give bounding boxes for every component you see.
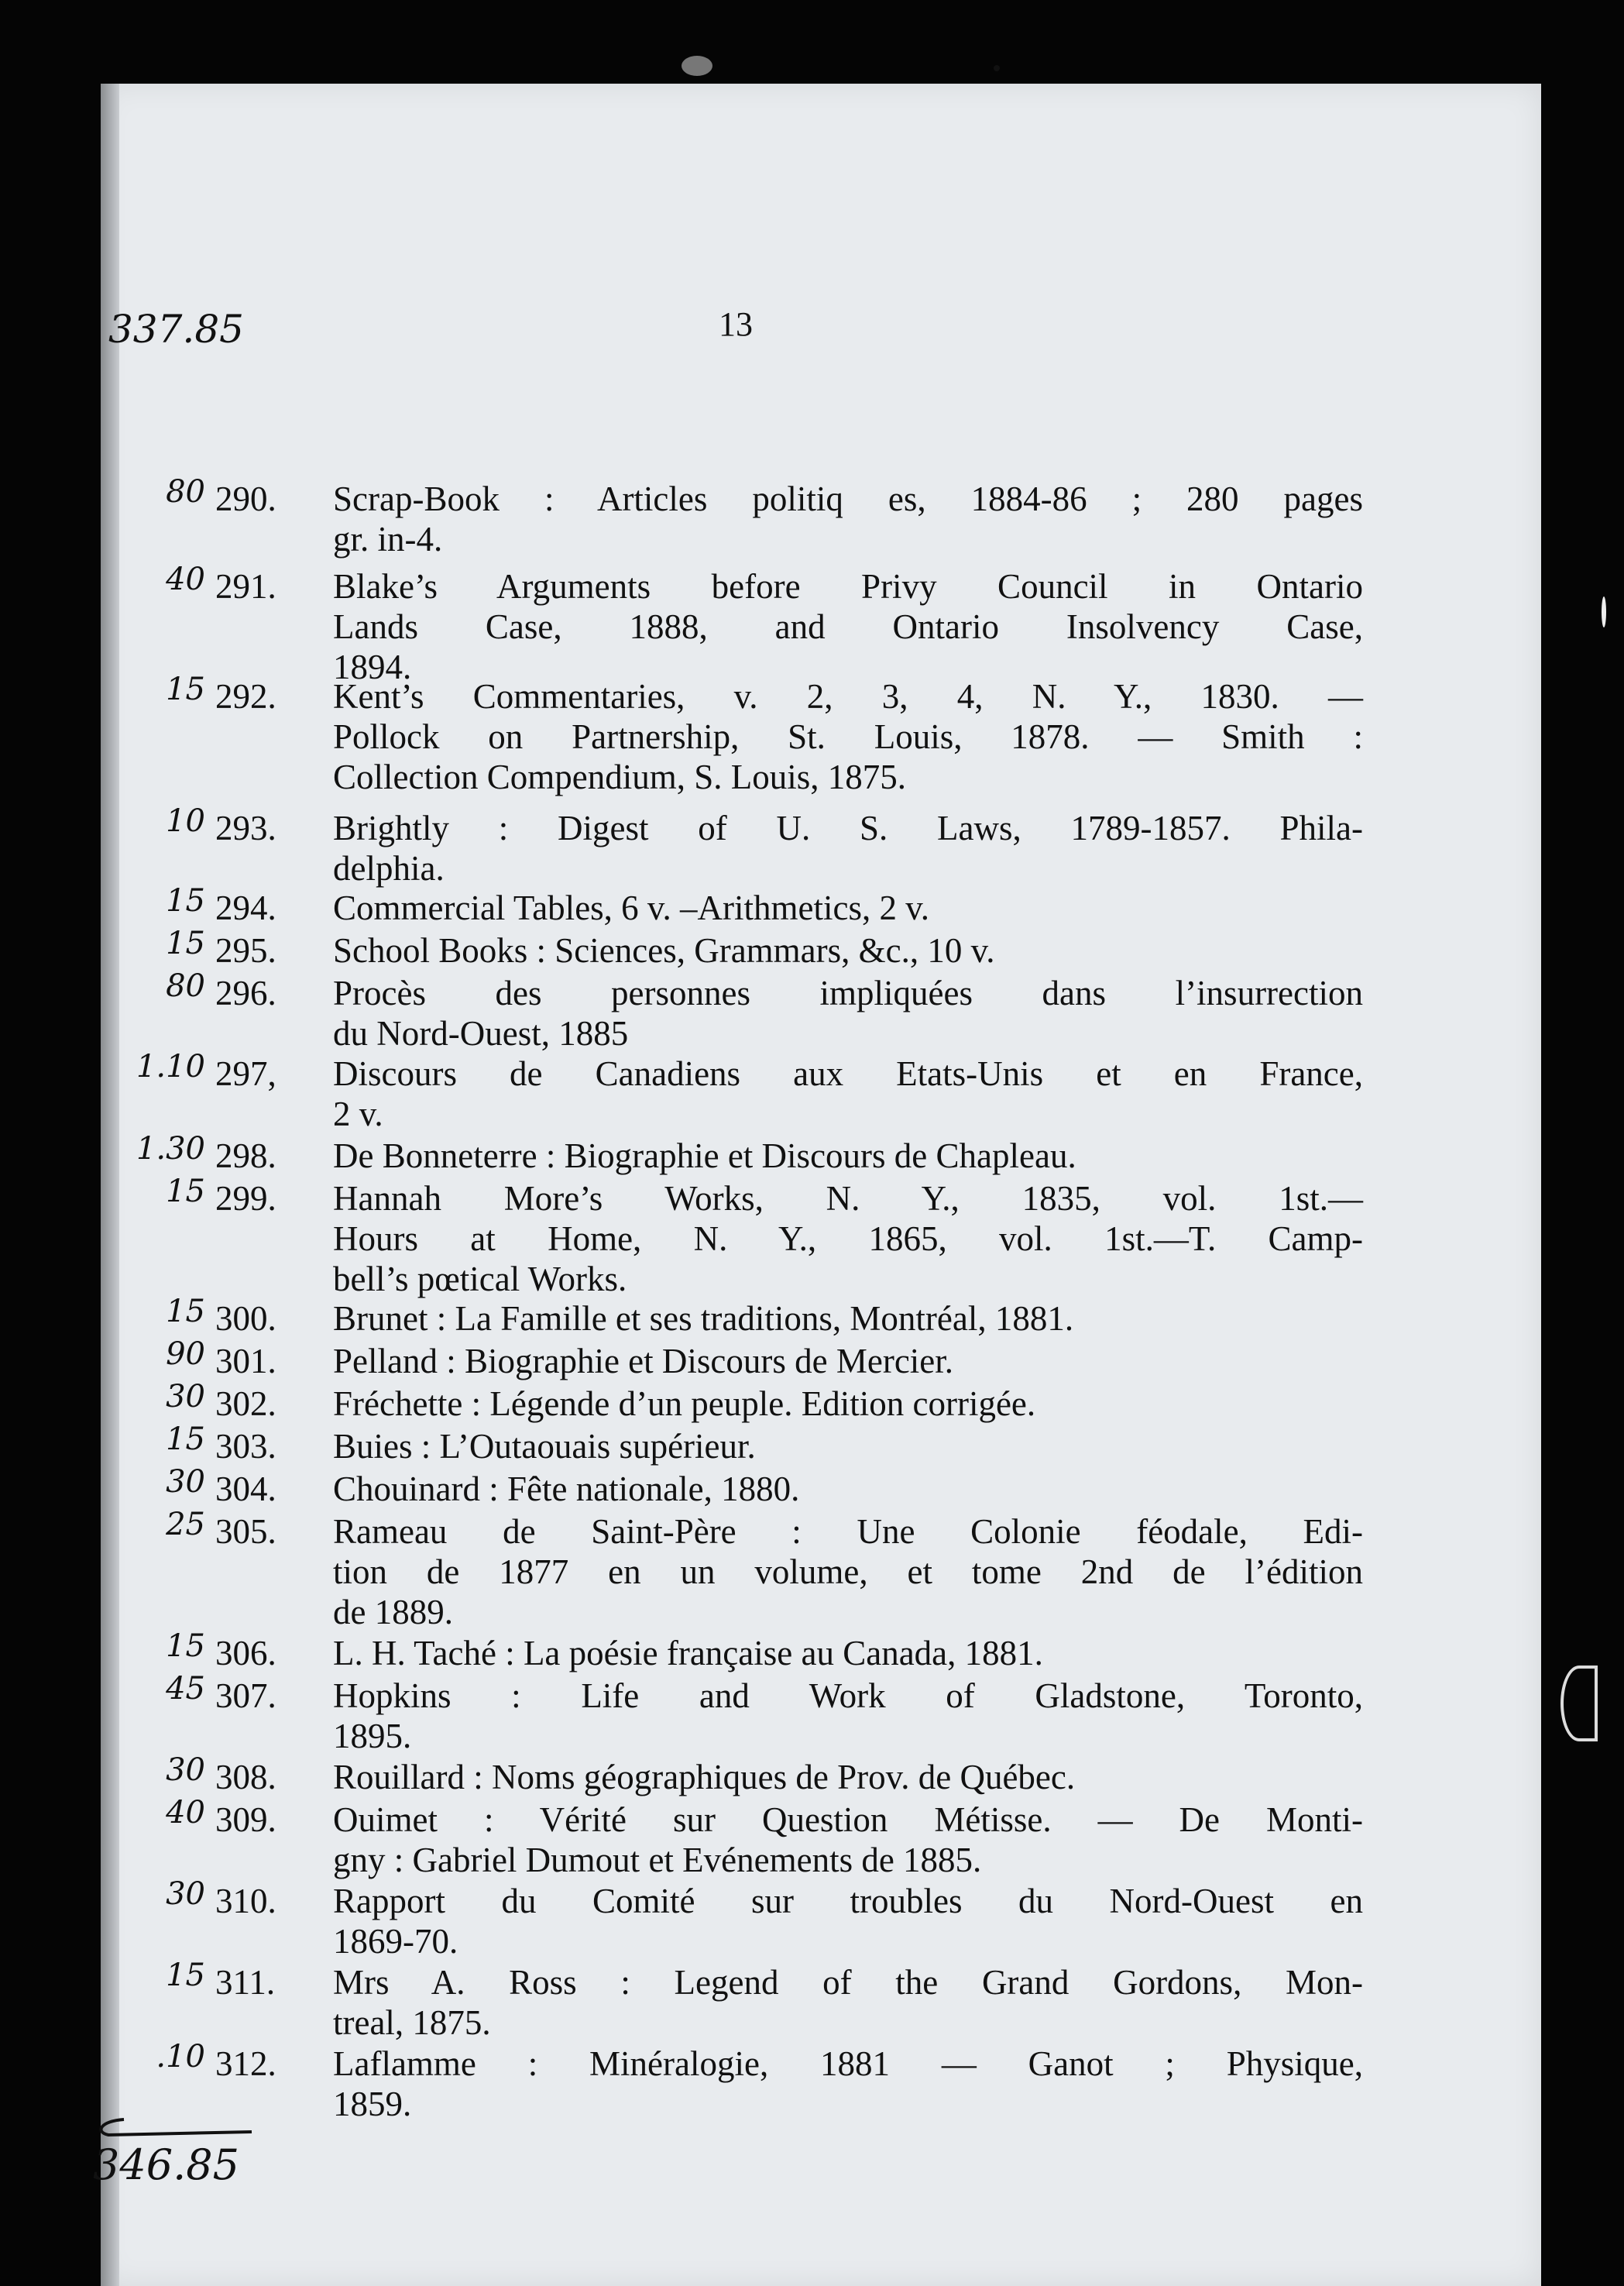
entry-text: [333, 1136, 1363, 1176]
entry-text: [333, 1426, 1363, 1466]
entry-text: [333, 1178, 1363, 1299]
entry-number: 292.: [215, 677, 276, 716]
entry-line: Fréchette : Légende d’un peuple. Edition corrigée.: [333, 1384, 1036, 1423]
entry-line: Brunet : La Famille et ses traditions, Montréal, 1881.: [333, 1299, 1074, 1338]
entry-line: 1859.: [333, 2085, 412, 2123]
entry-line: 2 v.: [333, 1095, 383, 1133]
entry-number: 310.: [215, 1882, 276, 1920]
entry-text: [333, 973, 1363, 1054]
entry-text: [333, 808, 1363, 889]
entry-line: de 1889.: [333, 1593, 453, 1631]
entry-line: 1894.: [333, 648, 412, 686]
scan-speck: [682, 56, 712, 76]
entry-line: tion de 1877 en un volume, et tome 2nd de l’édition: [333, 1552, 1363, 1591]
handwritten-price: 40: [166, 562, 205, 597]
entry-number: 303.: [215, 1427, 276, 1466]
handwritten-price: 30: [166, 1752, 205, 1788]
entry-line: Pollock on Partnership, St. Louis, 1878. — Smith :: [333, 717, 1363, 756]
entry-number: 291.: [215, 567, 276, 606]
entry-line: Chouinard : Fête nationale, 1880.: [333, 1470, 800, 1508]
entry-line: Mrs A. Ross : Legend of the Grand Gordons, Mon-: [333, 1963, 1363, 2002]
entry-line: Rouillard : Noms géographiques de Prov. de Québec.: [333, 1758, 1076, 1796]
entry-line: Hannah More’s Works, N. Y., 1835, vol. 1st.—: [333, 1179, 1363, 1218]
scan-speck: [1602, 596, 1606, 627]
entry-text: [333, 1800, 1363, 1880]
entry-text: [333, 676, 1363, 797]
entry-line: School Books : Sciences, Grammars, &c., 10 v.: [333, 931, 995, 970]
entry-text: [333, 1633, 1363, 1673]
entry-line: Scrap-Book : Articles politiq es, 1884-86 ; 280 pages: [333, 480, 1363, 518]
handwritten-price: 15: [166, 926, 205, 961]
handwritten-price: 30: [166, 1876, 205, 1912]
handwritten-sum-total: 346.85: [93, 2140, 239, 2189]
handwritten-carried-total: 337.85: [108, 307, 244, 352]
handwritten-price: 80: [166, 474, 205, 510]
entry-number: 306.: [215, 1634, 276, 1672]
handwritten-price: 10: [166, 803, 205, 839]
entry-text: [333, 1384, 1363, 1424]
entry-text: [333, 1962, 1363, 2043]
entry-line: du Nord-Ouest, 1885: [333, 1014, 629, 1053]
entry-number: 305.: [215, 1512, 276, 1551]
entry-text: [333, 1881, 1363, 1961]
entry-line: Blake’s Arguments before Privy Council in Ontario: [333, 567, 1363, 606]
entry-line: Laflamme : Minéralogie, 1881 — Ganot ; Physique,: [333, 2044, 1363, 2083]
handwritten-price: .10: [156, 2039, 205, 2075]
entry-text: [333, 1054, 1363, 1134]
entry-text: [333, 1341, 1363, 1381]
entry-line: Hopkins : Life and Work of Gladstone, Toronto,: [333, 1676, 1363, 1715]
entry-line: Collection Compendium, S. Louis, 1875.: [333, 758, 906, 796]
page-number: 13: [719, 305, 753, 343]
entry-text: [333, 1469, 1363, 1509]
entry-line: L. H. Taché : La poésie française au Canada, 1881.: [333, 1634, 1043, 1672]
catalogue-page: [93, 84, 1541, 2286]
entry-text: [333, 566, 1363, 687]
entry-line: 1869-70.: [333, 1922, 458, 1961]
entry-line: delphia.: [333, 849, 445, 888]
handwritten-price: 15: [166, 1294, 205, 1329]
entry-line: Commercial Tables, 6 v. –Arithmetics, 2 v.: [333, 889, 930, 927]
handwritten-price: 15: [166, 1958, 205, 1993]
handwritten-price: 40: [166, 1795, 205, 1831]
entry-line: Hours at Home, N. Y., 1865, vol. 1st.—T. Camp-: [333, 1219, 1363, 1258]
entry-number: 298.: [215, 1136, 276, 1175]
entry-number: 304.: [215, 1470, 276, 1508]
entry-line: Discours de Canadiens aux Etats-Unis et en France,: [333, 1054, 1363, 1093]
entry-text: [333, 1511, 1363, 1632]
handwritten-price: 30: [166, 1464, 205, 1500]
handwritten-price: 1.30: [136, 1131, 205, 1167]
entry-line: bell’s pœtical Works.: [333, 1260, 627, 1298]
entry-line: Lands Case, 1888, and Ontario Insolvency Case,: [333, 607, 1363, 646]
entry-number: 296.: [215, 974, 276, 1012]
entry-line: Rameau de Saint-Père : Une Colonie féodale, Edi-: [333, 1512, 1363, 1551]
entry-number: 293.: [215, 809, 276, 847]
entry-text: [333, 2044, 1363, 2124]
entry-number: 302.: [215, 1384, 276, 1423]
entry-line: gny : Gabriel Dumout et Evénements de 1885.: [333, 1841, 982, 1879]
entry-number: 309.: [215, 1800, 276, 1839]
entry-number: 301.: [215, 1342, 276, 1380]
entry-text: [333, 930, 1363, 971]
handwritten-price: 30: [166, 1379, 205, 1415]
entry-line: 1895.: [333, 1717, 412, 1755]
entry-line: gr. in-4.: [333, 520, 443, 559]
entry-number: 290.: [215, 480, 276, 518]
entry-line: Kent’s Commentaries, v. 2, 3, 4, N. Y., 1830. —: [333, 677, 1363, 716]
entry-number: 294.: [215, 889, 276, 927]
entry-number: 295.: [215, 931, 276, 970]
entry-number: 308.: [215, 1758, 276, 1796]
entry-number: 311.: [215, 1963, 276, 2002]
handwritten-price: 1.10: [136, 1049, 205, 1085]
entry-line: Buies : L’Outaouais supérieur.: [333, 1427, 756, 1466]
entry-text: [333, 1298, 1363, 1339]
entry-line: Ouimet : Vérité sur Question Métisse. — De Monti-: [333, 1800, 1363, 1839]
entry-line: Brightly : Digest of U. S. Laws, 1789-1857. Phila-: [333, 809, 1363, 847]
entry-line: Procès des personnes impliquées dans l’insurrection: [333, 974, 1363, 1012]
entry-number: 312.: [215, 2044, 276, 2083]
entry-line: Pelland : Biographie et Discours de Mercier.: [333, 1342, 954, 1380]
entry-text: [333, 1757, 1363, 1797]
handwritten-price: 15: [166, 672, 205, 707]
handwritten-price: 15: [166, 883, 205, 919]
entry-text: [333, 479, 1363, 559]
entry-number: 307.: [215, 1676, 276, 1715]
handwritten-price: 15: [166, 1628, 205, 1664]
entry-line: De Bonneterre : Biographie et Discours de Chapleau.: [333, 1136, 1076, 1175]
entry-number: 299.: [215, 1179, 276, 1218]
entry-line: Rapport du Comité sur troubles du Nord-Ouest en: [333, 1882, 1363, 1920]
scan-speck: [994, 65, 1000, 71]
entry-number: 297,: [215, 1054, 276, 1093]
scan-speck: [1560, 1666, 1598, 1741]
handwritten-price: 80: [166, 968, 205, 1004]
entry-line: treal, 1875.: [333, 2003, 491, 2042]
entry-text: [333, 1676, 1363, 1756]
handwritten-price: 45: [166, 1671, 205, 1707]
handwritten-price: 15: [166, 1421, 205, 1457]
entry-number: 300.: [215, 1299, 276, 1338]
handwritten-price: 25: [166, 1507, 205, 1542]
entry-list: [101, 84, 1541, 2286]
handwritten-price: 90: [166, 1336, 205, 1372]
handwritten-price: 15: [166, 1174, 205, 1209]
entry-text: [333, 888, 1363, 928]
